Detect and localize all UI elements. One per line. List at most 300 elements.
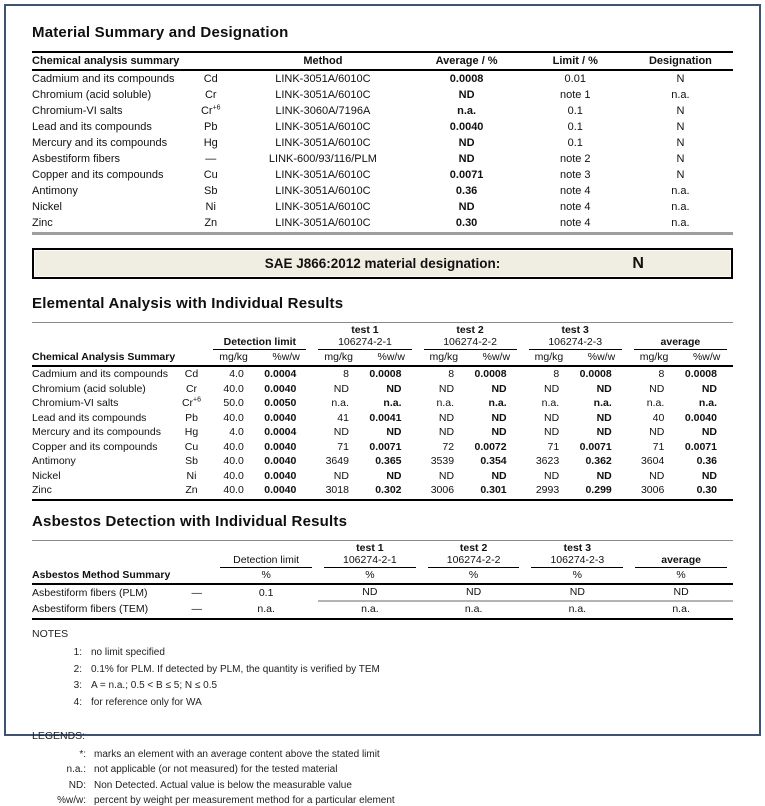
ww-value: 0.0072 xyxy=(470,440,523,455)
group-header xyxy=(525,554,629,568)
ww-value: 0.302 xyxy=(365,483,418,500)
group-header xyxy=(214,554,318,568)
ww-value: 0.0040 xyxy=(680,411,733,426)
substance-name: Asbestiform fibers xyxy=(32,151,186,167)
note-text: 0.1% for PLM. If detected by PLM, the quantity is verified by TEM xyxy=(91,664,380,675)
substance-name: Chromium-VI salts xyxy=(32,103,186,119)
table-row xyxy=(32,135,733,151)
mgkg-value: ND xyxy=(312,382,365,397)
mgkg-value: ND xyxy=(523,411,576,426)
legend-text: not applicable (or not measured) for the tested material xyxy=(94,764,337,775)
method-value: LINK-3051A/6010C xyxy=(235,87,410,103)
spacer xyxy=(628,323,733,337)
substance-name: Chromium (acid soluble) xyxy=(32,382,176,397)
method-value: LINK-3051A/6010C xyxy=(235,70,410,87)
mgkg-value: ND xyxy=(523,469,576,484)
result-value: ND xyxy=(525,584,629,601)
method-name: Asbestiform fibers (PLM) xyxy=(32,584,179,601)
element-symbol: Hg xyxy=(186,135,235,151)
average-value: 0.0071 xyxy=(411,167,523,183)
mgkg-value: 40.0 xyxy=(207,411,260,426)
mgkg-value: 3006 xyxy=(418,483,471,500)
legend-term: %w/w: xyxy=(32,795,86,806)
table-row xyxy=(32,425,733,440)
average-value: ND xyxy=(411,87,523,103)
group-header-label: 106274-2-1 xyxy=(318,336,411,350)
result-value: n.a. xyxy=(318,601,422,619)
group-header-row xyxy=(32,336,733,350)
ww-value: 0.0004 xyxy=(260,366,313,382)
mgkg-value: 4.0 xyxy=(207,425,260,440)
designation-value: N xyxy=(628,135,733,151)
mgkg-value: ND xyxy=(312,425,365,440)
ww-value: 0.299 xyxy=(575,483,628,500)
spacer xyxy=(32,541,214,555)
designation-banner xyxy=(32,248,733,279)
substance-name: Zinc xyxy=(32,483,176,500)
table-row xyxy=(32,215,733,234)
table-row xyxy=(32,87,733,103)
notes-section xyxy=(32,628,733,708)
mgkg-value: ND xyxy=(523,425,576,440)
unit-mgkg: mg/kg xyxy=(523,350,576,366)
spacer xyxy=(629,541,733,555)
ww-value: ND xyxy=(680,425,733,440)
ww-value: ND xyxy=(470,411,523,426)
element-symbol: $Cr^{+6}$ xyxy=(176,396,208,411)
ww-value: ND xyxy=(365,382,418,397)
average-value: n.a. xyxy=(411,103,523,119)
limit-value: 0.1 xyxy=(523,119,628,135)
legends-section xyxy=(32,730,733,806)
elemental-analysis-table xyxy=(32,322,733,501)
element-symbol: Pb xyxy=(176,411,208,426)
spacer xyxy=(214,541,318,555)
group-header xyxy=(207,336,312,350)
legend-term: *: xyxy=(32,749,86,760)
table-row xyxy=(32,469,733,484)
ww-value: 0.301 xyxy=(470,483,523,500)
result-value: n.a. xyxy=(629,601,733,619)
unit-percent: % xyxy=(318,568,422,584)
designation-banner-label: SAE J866:2012 material designation: xyxy=(265,256,501,271)
result-value: n.a. xyxy=(214,601,318,619)
substance-name: Cadmium and its compounds xyxy=(32,70,186,87)
group-header xyxy=(418,336,523,350)
note-text: for reference only for WA xyxy=(91,697,202,708)
asbestos-detection-table xyxy=(32,540,733,620)
mgkg-value: 41 xyxy=(312,411,365,426)
method-value: LINK-3060A/7196A xyxy=(235,103,410,119)
note-item xyxy=(32,697,733,708)
ww-value: ND xyxy=(470,469,523,484)
ww-value: ND xyxy=(575,469,628,484)
mgkg-value: 40.0 xyxy=(207,469,260,484)
mgkg-value: n.a. xyxy=(523,396,576,411)
substance-name: Lead and its compounds xyxy=(32,411,176,426)
elemental-analysis-title: Elemental Analysis with Individual Results xyxy=(32,295,733,312)
group-header-label: average xyxy=(635,554,727,568)
table-row xyxy=(32,199,733,215)
limit-value: note 4 xyxy=(523,215,628,234)
report-page xyxy=(4,4,761,736)
test-label: test 3 xyxy=(523,323,628,337)
unit-mgkg: mg/kg xyxy=(312,350,365,366)
substance-name: Copper and its compounds xyxy=(32,167,186,183)
element-symbol: Zn xyxy=(186,215,235,234)
mgkg-value: 71 xyxy=(628,440,681,455)
ww-value: 0.0040 xyxy=(260,382,313,397)
mgkg-value: n.a. xyxy=(312,396,365,411)
group-header-label: 106274-2-2 xyxy=(428,554,520,568)
row-header: Asbestos Method Summary xyxy=(32,568,214,584)
ww-value: n.a. xyxy=(365,396,418,411)
mgkg-value: 40.0 xyxy=(207,382,260,397)
element-symbol: Ni xyxy=(176,469,208,484)
note-number: 3: xyxy=(32,680,82,691)
notes-label: NOTES xyxy=(32,628,733,640)
element-symbol: $Cr^{+6}$ xyxy=(186,103,235,119)
element-symbol: Hg xyxy=(176,425,208,440)
limit-value: note 1 xyxy=(523,87,628,103)
mgkg-value: 71 xyxy=(312,440,365,455)
method-symbol: — xyxy=(179,584,214,601)
mgkg-value: ND xyxy=(418,425,471,440)
column-header-designation: Designation xyxy=(628,52,733,70)
mgkg-value: 3539 xyxy=(418,454,471,469)
limit-value: 0.1 xyxy=(523,103,628,119)
group-header-label: 106274-2-2 xyxy=(424,336,517,350)
table-row xyxy=(32,382,733,397)
mgkg-value: ND xyxy=(628,469,681,484)
mgkg-value: 8 xyxy=(523,366,576,382)
method-name: Asbestiform fibers (TEM) xyxy=(32,601,179,619)
unit-percent: % xyxy=(214,568,318,584)
ww-value: 0.0071 xyxy=(680,440,733,455)
limit-value: note 3 xyxy=(523,167,628,183)
test-label: test 1 xyxy=(318,541,422,555)
ww-value: 0.36 xyxy=(680,454,733,469)
method-value: LINK-3051A/6010C xyxy=(235,167,410,183)
spacer xyxy=(32,336,207,350)
result-value: 0.1 xyxy=(214,584,318,601)
ww-value: 0.365 xyxy=(365,454,418,469)
mgkg-value: 40 xyxy=(628,411,681,426)
average-value: 0.0040 xyxy=(411,119,523,135)
asbestos-detection-title: Asbestos Detection with Individual Results xyxy=(32,513,733,530)
note-item xyxy=(32,647,733,658)
ww-value: 0.0071 xyxy=(575,440,628,455)
ww-value: ND xyxy=(575,382,628,397)
designation-value: N xyxy=(628,70,733,87)
group-header-label: 106274-2-3 xyxy=(529,336,622,350)
legend-item xyxy=(32,780,733,791)
ww-value: 0.0008 xyxy=(575,366,628,382)
average-value: 0.0008 xyxy=(411,70,523,87)
legend-term: n.a.: xyxy=(32,764,86,775)
element-symbol: — xyxy=(186,151,235,167)
element-symbol: Cu xyxy=(186,167,235,183)
ww-value: 0.362 xyxy=(575,454,628,469)
substance-name: Lead and its compounds xyxy=(32,119,186,135)
substance-name: Zinc xyxy=(32,215,186,234)
ww-value: ND xyxy=(470,382,523,397)
result-value: ND xyxy=(422,584,526,601)
unit-header-row xyxy=(32,350,733,366)
method-value: LINK-3051A/6010C xyxy=(235,119,410,135)
unit-percent: % xyxy=(525,568,629,584)
unit-ww: %w/w xyxy=(260,350,313,366)
group-header xyxy=(628,336,733,350)
test-label-row xyxy=(32,541,733,555)
test-label: test 1 xyxy=(312,323,417,337)
group-header-label: 106274-2-1 xyxy=(324,554,416,568)
unit-mgkg: mg/kg xyxy=(418,350,471,366)
table-row xyxy=(32,183,733,199)
legend-item xyxy=(32,795,733,806)
unit-mgkg: mg/kg xyxy=(628,350,681,366)
ww-value: 0.0040 xyxy=(260,483,313,500)
substance-name: Nickel xyxy=(32,469,176,484)
unit-header-row xyxy=(32,568,733,584)
group-header-row xyxy=(32,554,733,568)
method-value: LINK-3051A/6010C xyxy=(235,215,410,234)
column-header-limit: Limit / % xyxy=(523,52,628,70)
note-text: A = n.a.; 0.5 < B ≤ 5; N ≤ 0.5 xyxy=(91,680,217,691)
mgkg-value: 8 xyxy=(312,366,365,382)
average-value: ND xyxy=(411,199,523,215)
substance-name: Antimony xyxy=(32,183,186,199)
test-label: test 2 xyxy=(422,541,526,555)
mgkg-value: 8 xyxy=(628,366,681,382)
group-header-label: average xyxy=(634,336,727,350)
ww-value: 0.0008 xyxy=(680,366,733,382)
mgkg-value: ND xyxy=(523,382,576,397)
legend-item xyxy=(32,749,733,760)
unit-ww: %w/w xyxy=(365,350,418,366)
ww-value: 0.0004 xyxy=(260,425,313,440)
designation-banner-value: N xyxy=(632,255,644,273)
note-item xyxy=(32,664,733,675)
row-header: Chemical Analysis Summary xyxy=(32,350,207,366)
ww-value: ND xyxy=(365,469,418,484)
ww-value: 0.0008 xyxy=(470,366,523,382)
table-row xyxy=(32,396,733,411)
mgkg-value: 3018 xyxy=(312,483,365,500)
result-value: n.a. xyxy=(422,601,526,619)
limit-value: note 2 xyxy=(523,151,628,167)
column-header-chemical-analysis-summary: Chemical analysis summary xyxy=(32,52,235,70)
test-label-row xyxy=(32,323,733,337)
ww-value: ND xyxy=(680,382,733,397)
element-symbol: Pb xyxy=(186,119,235,135)
table-row xyxy=(32,103,733,119)
unit-ww: %w/w xyxy=(575,350,628,366)
material-summary-header-row xyxy=(32,52,733,70)
ww-value: n.a. xyxy=(680,396,733,411)
ww-value: 0.0008 xyxy=(365,366,418,382)
element-symbol: Cd xyxy=(176,366,208,382)
ww-value: 0.0040 xyxy=(260,454,313,469)
note-number: 1: xyxy=(32,647,82,658)
mgkg-value: 50.0 xyxy=(207,396,260,411)
group-header xyxy=(312,336,417,350)
test-label: test 2 xyxy=(418,323,523,337)
substance-name: Cadmium and its compounds xyxy=(32,366,176,382)
table-row xyxy=(32,366,733,382)
table-row xyxy=(32,584,733,601)
limit-value: 0.1 xyxy=(523,135,628,151)
designation-value: n.a. xyxy=(628,87,733,103)
ww-value: n.a. xyxy=(470,396,523,411)
result-value: n.a. xyxy=(525,601,629,619)
legend-text: Non Detected. Actual value is below the measurable value xyxy=(94,780,352,791)
substance-name: Mercury and its compounds xyxy=(32,135,186,151)
mgkg-value: 3006 xyxy=(628,483,681,500)
ww-value: 0.0050 xyxy=(260,396,313,411)
average-value: 0.30 xyxy=(411,215,523,234)
ww-value: 0.0040 xyxy=(260,440,313,455)
method-symbol: — xyxy=(179,601,214,619)
substance-name: Chromium-VI salts xyxy=(32,396,176,411)
mgkg-value: 72 xyxy=(418,440,471,455)
mgkg-value: 40.0 xyxy=(207,454,260,469)
element-symbol: Ni xyxy=(186,199,235,215)
table-row xyxy=(32,411,733,426)
ww-value: ND xyxy=(470,425,523,440)
element-symbol: Cr xyxy=(176,382,208,397)
average-value: 0.36 xyxy=(411,183,523,199)
table-row xyxy=(32,167,733,183)
mgkg-value: n.a. xyxy=(418,396,471,411)
mgkg-value: ND xyxy=(418,469,471,484)
mgkg-value: 3623 xyxy=(523,454,576,469)
method-value: LINK-3051A/6010C xyxy=(235,183,410,199)
group-header-label: Detection limit xyxy=(220,554,312,568)
legend-item xyxy=(32,764,733,775)
spacer xyxy=(32,554,214,568)
mgkg-value: 3604 xyxy=(628,454,681,469)
designation-value: N xyxy=(628,167,733,183)
result-value: ND xyxy=(629,584,733,601)
element-symbol: Sb xyxy=(186,183,235,199)
ww-value: ND xyxy=(680,469,733,484)
mgkg-value: 3649 xyxy=(312,454,365,469)
average-value: ND xyxy=(411,151,523,167)
ww-value: n.a. xyxy=(575,396,628,411)
designation-value: n.a. xyxy=(628,183,733,199)
note-number: 4: xyxy=(32,697,82,708)
mgkg-value: ND xyxy=(628,425,681,440)
spacer xyxy=(207,323,312,337)
mgkg-value: 40.0 xyxy=(207,483,260,500)
designation-value: n.a. xyxy=(628,215,733,234)
substance-name: Mercury and its compounds xyxy=(32,425,176,440)
legends-label: LEGENDS: xyxy=(32,730,733,742)
unit-ww: %w/w xyxy=(470,350,523,366)
mgkg-value: ND xyxy=(312,469,365,484)
legend-term: ND: xyxy=(32,780,86,791)
element-symbol: Sb xyxy=(176,454,208,469)
designation-value: N xyxy=(628,119,733,135)
designation-value: N xyxy=(628,103,733,119)
method-value: LINK-600/93/116/PLM xyxy=(235,151,410,167)
substance-name: Copper and its compounds xyxy=(32,440,176,455)
substance-name: Nickel xyxy=(32,199,186,215)
mgkg-value: 4.0 xyxy=(207,366,260,382)
element-symbol: Cu xyxy=(176,440,208,455)
ww-value: 0.0040 xyxy=(260,469,313,484)
ww-value: 0.0071 xyxy=(365,440,418,455)
method-value: LINK-3051A/6010C xyxy=(235,199,410,215)
mgkg-value: ND xyxy=(418,382,471,397)
group-header xyxy=(629,554,733,568)
table-row xyxy=(32,119,733,135)
designation-value: N xyxy=(628,151,733,167)
table-row xyxy=(32,483,733,500)
ww-value: 0.30 xyxy=(680,483,733,500)
table-row xyxy=(32,454,733,469)
mgkg-value: 2993 xyxy=(523,483,576,500)
method-value: LINK-3051A/6010C xyxy=(235,135,410,151)
note-text: no limit specified xyxy=(91,647,165,658)
designation-value: n.a. xyxy=(628,199,733,215)
table-row xyxy=(32,151,733,167)
table-row xyxy=(32,70,733,87)
test-label: test 3 xyxy=(525,541,629,555)
group-header-label: 106274-2-3 xyxy=(531,554,623,568)
mgkg-value: n.a. xyxy=(628,396,681,411)
unit-ww: %w/w xyxy=(680,350,733,366)
element-symbol: Cr xyxy=(186,87,235,103)
table-row xyxy=(32,601,733,619)
group-header xyxy=(523,336,628,350)
element-symbol: Cd xyxy=(186,70,235,87)
unit-percent: % xyxy=(422,568,526,584)
limit-value: note 4 xyxy=(523,199,628,215)
note-number: 2: xyxy=(32,664,82,675)
average-value: ND xyxy=(411,135,523,151)
mgkg-value: 8 xyxy=(418,366,471,382)
group-header xyxy=(318,554,422,568)
group-header xyxy=(422,554,526,568)
mgkg-value: ND xyxy=(628,382,681,397)
element-symbol: Zn xyxy=(176,483,208,500)
column-header-method: Method xyxy=(235,52,410,70)
legend-text: marks an element with an average content above the stated limit xyxy=(94,749,380,760)
material-summary-title: Material Summary and Designation xyxy=(32,24,733,41)
ww-value: ND xyxy=(575,411,628,426)
limit-value: note 4 xyxy=(523,183,628,199)
ww-value: ND xyxy=(365,425,418,440)
limit-value: 0.01 xyxy=(523,70,628,87)
group-header-label: Detection limit xyxy=(213,336,306,350)
ww-value: ND xyxy=(575,425,628,440)
legend-text: percent by weight per measurement method for a particular element xyxy=(94,795,395,806)
ww-value: 0.0041 xyxy=(365,411,418,426)
spacer xyxy=(32,323,207,337)
mgkg-value: 71 xyxy=(523,440,576,455)
unit-percent: % xyxy=(629,568,733,584)
result-value: ND xyxy=(318,584,422,601)
table-row xyxy=(32,440,733,455)
material-summary-table xyxy=(32,51,733,235)
substance-name: Antimony xyxy=(32,454,176,469)
ww-value: 0.0040 xyxy=(260,411,313,426)
substance-name: Chromium (acid soluble) xyxy=(32,87,186,103)
unit-mgkg: mg/kg xyxy=(207,350,260,366)
note-item xyxy=(32,680,733,691)
